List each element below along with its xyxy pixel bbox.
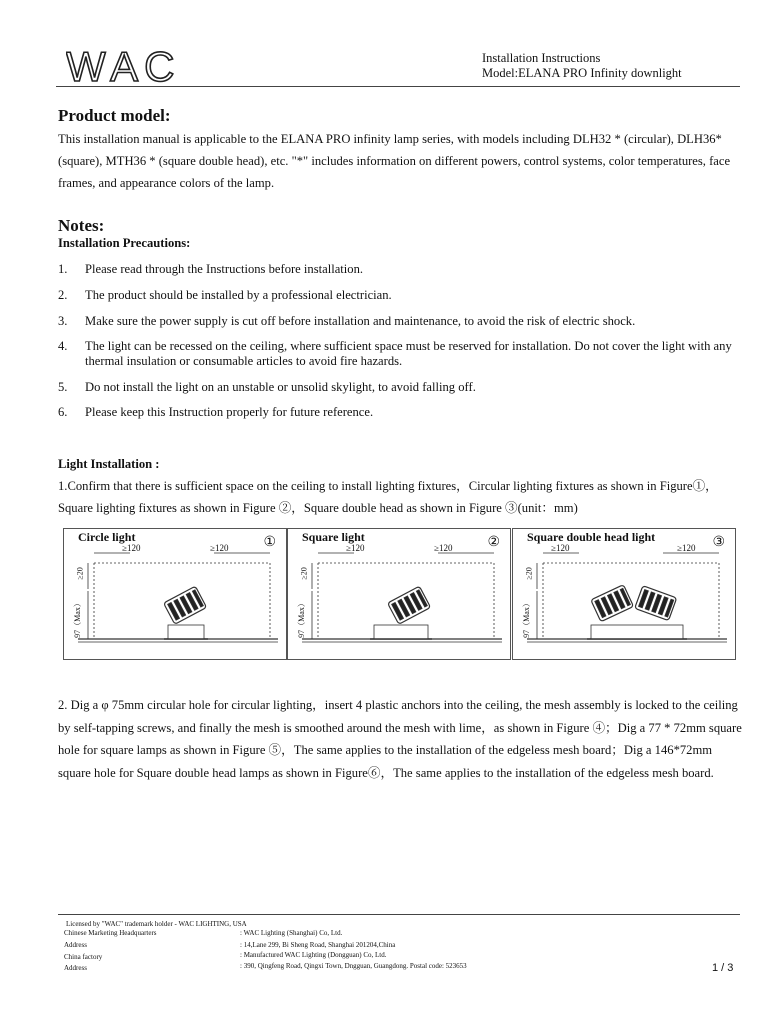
light-installation-title: Light Installation : (58, 457, 160, 471)
header-info (482, 51, 682, 81)
header-divider (56, 86, 740, 87)
footer-value: : 390, Qingfeng Road, Qingxi Town, Dngguan, Guangdong. Postal code: 523653 (240, 962, 467, 970)
dim-depth: 97（Max） (296, 599, 306, 638)
installation-step-1: 1.Confirm that there is sufficient space on the ceiling to install lighting fixtures，Circular lighting fixtures as shown in Figure①，Square lighting fixtures as shown in Figure ②，Square double head as shown in Figure ③(unit：mm) (58, 479, 718, 515)
figure-title: Circle light (78, 530, 136, 544)
footer-value: : Manufactured WAC Lighting (Dongguan) Co, Ltd. (240, 951, 387, 959)
figure-circle-light (63, 528, 287, 660)
item-number: 5. (58, 380, 68, 394)
wac-logo (66, 48, 226, 84)
dim-top: ≥20 (524, 567, 534, 580)
footer-value: : WAC Lighting (Shanghai) Co, Ltd. (240, 929, 343, 937)
dim-depth: 97（Max） (521, 599, 531, 638)
double-head-drawing (513, 529, 735, 659)
header-line-2: Model:ELANA PRO Infinity downlight (482, 66, 682, 80)
footer-divider (58, 914, 740, 915)
item-number: 4. (58, 339, 68, 353)
dim-left: ≥120 (122, 543, 141, 553)
figure-title: Square light (302, 530, 365, 544)
figure-title: Square double head light (527, 530, 656, 544)
item-text: Do not install the light on an unstable or unsolid skylight, to avoid falling off. (85, 380, 476, 394)
dim-right: ≥120 (210, 543, 229, 553)
figure-square-double-head-light (512, 528, 736, 660)
footer-label: Address (64, 964, 87, 972)
figure-number: ① (263, 535, 276, 550)
item-number: 2. (58, 288, 68, 302)
item-text: Make sure the power supply is cut off before installation and maintenance, to avoid the risk of electric shock. (85, 314, 636, 328)
item-number: 1. (58, 262, 68, 276)
installation-step-2: 2. Dig a φ 75mm circular hole for circular lighting，insert 4 plastic anchors into the ceiling, the mesh assembly is locked to the ceiling by self-tapping screws, and finally the mesh is smoothed around the mesh with lime，as shown in Figure ④；Dig a 77 * 72mm square hole for square lamps as shown in Figure ⑤，The same applies to the installation of the edgeless mesh board；Dig a 146*72mm square hole for Square double head lamps as shown in Figure⑥，The same applies to the installation of the edgeless mesh board. (58, 698, 742, 780)
page-number: 1 / 3 (712, 962, 734, 974)
item-text: Please read through the Instructions before installation. (85, 262, 364, 276)
dim-left: ≥120 (346, 543, 365, 553)
figure-number: ③ (712, 535, 725, 550)
product-model-text: This installation manual is applicable to the ELANA PRO infinity lamp series, with models including DLH32 * (circular), DLH36* (square), MTH36 * (square double head), etc. "*" includes information on different powers, control systems, color temperatures, face frames, and appearance colors of the lamp. (58, 132, 731, 190)
figure-number: ② (487, 535, 500, 550)
footer-label: Address (64, 941, 87, 949)
precautions-subtitle: Installation Precautions: (58, 236, 191, 250)
dim-right: ≥120 (677, 543, 696, 553)
item-text: Please keep this Instruction properly for future reference. (85, 405, 374, 419)
square-light-drawing (288, 529, 510, 659)
footer-licensed: Licensed by "WAC" trademark holder - WAC LIGHTING, USA (66, 920, 247, 928)
figure-square-light (287, 528, 511, 660)
notes-title: Notes: (58, 216, 105, 235)
footer-label: Chinese Marketing Headquarters (64, 929, 157, 937)
product-model-title: Product model: (58, 106, 171, 125)
circle-light-drawing (64, 529, 286, 659)
item-text: The product should be installed by a professional electrician. (85, 288, 392, 302)
footer-value: : 14,Lane 299, Bi Sheng Road, Shanghai 201204,China (240, 941, 396, 949)
dim-top: ≥20 (75, 567, 85, 580)
item-text: The light can be recessed on the ceiling, where sufficient space must be reserved for installation. Do not cover the light with any thermal insulation or consumable articles to avoid fire hazards. (85, 339, 732, 368)
dim-right: ≥120 (434, 543, 453, 553)
logo-text: WAC (66, 48, 181, 84)
dim-depth: 97（Max） (72, 599, 82, 638)
footer-label: China factory (64, 953, 103, 961)
item-number: 6. (58, 405, 68, 419)
dim-top: ≥20 (299, 567, 309, 580)
header-line-1: Installation Instructions (482, 51, 601, 65)
item-number: 3. (58, 314, 68, 328)
dim-left: ≥120 (551, 543, 570, 553)
